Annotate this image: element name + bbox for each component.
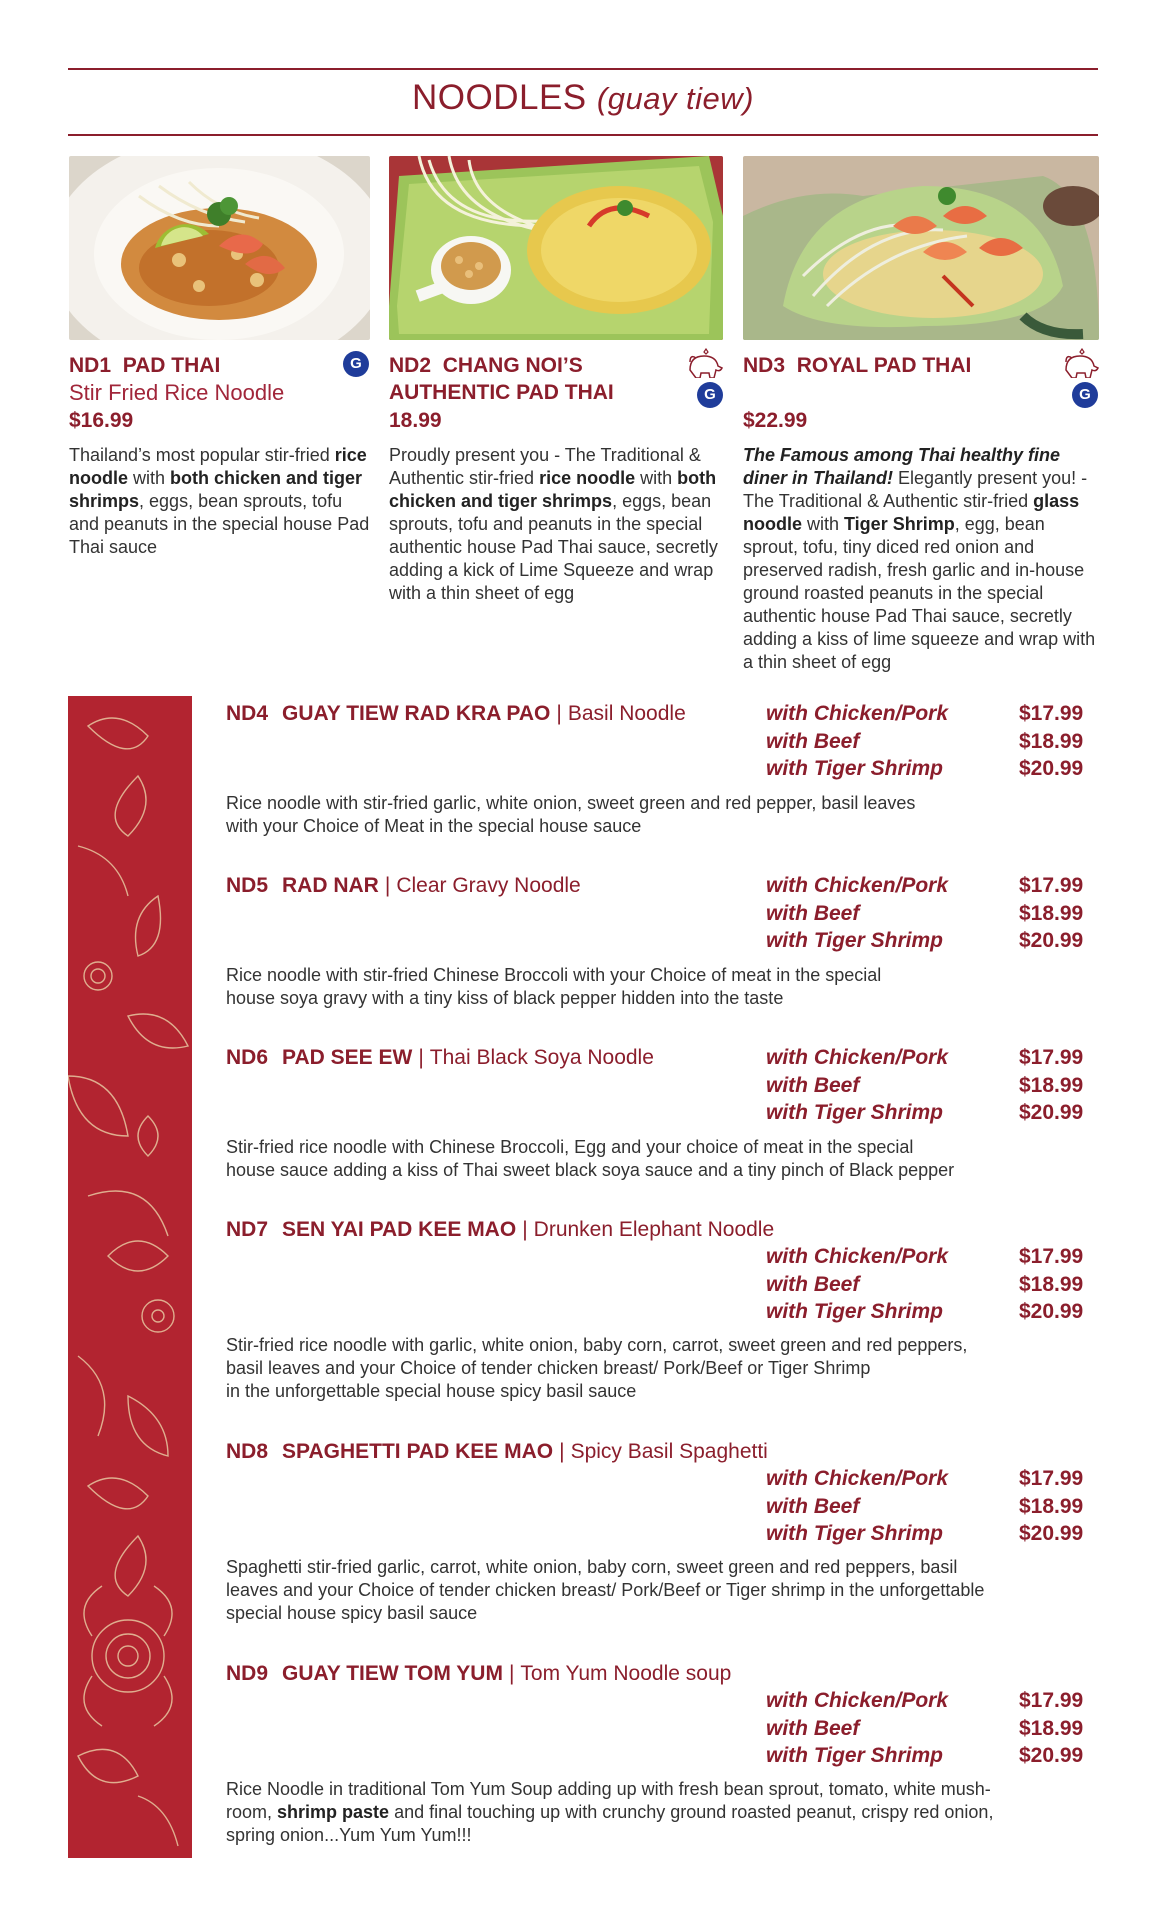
option-label: with Chicken/Pork (766, 874, 949, 897)
item-price: $16.99 (69, 409, 134, 432)
option-label: with Beef (766, 1272, 860, 1296)
desc-text: , eggs, bean sprouts, tofu and peanuts in the special house Pad Thai sauce (69, 491, 370, 557)
item-description (389, 444, 724, 605)
option-label: with Tiger Shrimp (766, 757, 943, 780)
desc-text: with (128, 468, 171, 488)
option-label: with Beef (766, 729, 860, 753)
royal-pad-thai-photo (743, 156, 1099, 340)
menu-item-nd9 (226, 1660, 1106, 1847)
desc-line: leaves and your Choice of tender chicken breast/ Pork/Beef or Tiger shrimp in the unforgettable (226, 1580, 985, 1600)
top-rule (68, 68, 1098, 70)
desc-text: Elegantly present you! - The Traditional & Authentic stir-fried (743, 468, 1088, 511)
item-title (226, 1216, 1106, 1244)
item-code: ND9 (226, 1662, 269, 1685)
price-option (766, 755, 1106, 783)
price-option (766, 1520, 1106, 1548)
option-label: with Tiger Shrimp (766, 1300, 943, 1323)
item-code: ND1 (69, 354, 112, 377)
pad-thai-photo (69, 156, 370, 340)
price-options (766, 1687, 1106, 1770)
item-description (226, 964, 1106, 1010)
item-name: GUAY TIEW TOM YUM (282, 1662, 503, 1685)
item-description (743, 444, 1101, 674)
desc-bold: Tiger Shrimp (844, 514, 955, 534)
item-code: ND8 (226, 1440, 269, 1463)
option-price: $18.99 (1019, 1272, 1084, 1296)
item-name: SEN YAI PAD KEE MAO (282, 1218, 517, 1241)
item-name: CHANG NOI’S (442, 354, 583, 377)
section-title-main: NOODLES (412, 78, 587, 117)
option-label: with Beef (766, 1494, 860, 1518)
desc-line: basil leaves and your Choice of tender chicken breast/ Pork/Beef or Tiger Shrimp (226, 1358, 871, 1378)
item-separator: | (556, 702, 562, 725)
item-name-line2: AUTHENTIC PAD THAI (389, 381, 614, 404)
section-title (0, 78, 1166, 118)
desc-bold: rice noodle (69, 445, 367, 488)
desc-line: in the unforgettable special house spicy basil sauce (226, 1381, 637, 1401)
option-label: with Tiger Shrimp (766, 1101, 943, 1124)
item-title (226, 1660, 1106, 1688)
price-option (766, 1687, 1106, 1715)
item-price: 18.99 (389, 409, 442, 432)
desc-intro: The Famous among Thai healthy fine diner in Thailand! (743, 445, 1061, 488)
item-title (69, 352, 374, 379)
item-code: ND6 (226, 1046, 269, 1069)
price-option (766, 1298, 1106, 1326)
price-option (766, 1715, 1106, 1743)
section-title-sub: (guay tiew) (596, 81, 754, 116)
item-code: ND2 (389, 354, 432, 377)
item-separator: | (559, 1440, 565, 1463)
option-price: $20.99 (1019, 757, 1084, 780)
item-name: PAD SEE EW (282, 1046, 413, 1069)
bottom-rule (68, 134, 1098, 136)
desc-line: Stir-fried rice noodle with garlic, white onion, baby corn, carrot, sweet green and red peppers, (226, 1335, 968, 1355)
item-english-name: Basil Noodle (567, 702, 686, 725)
price-option (766, 1742, 1106, 1770)
desc-line: special house spicy basil sauce (226, 1603, 478, 1623)
option-price: $18.99 (1019, 901, 1084, 925)
option-price: $17.99 (1019, 1467, 1084, 1490)
desc-line: Rice Noodle in traditional Tom Yum Soup adding up with fresh bean sprout, tomato, white mush- (226, 1779, 991, 1799)
option-label: with Tiger Shrimp (766, 1522, 943, 1545)
option-label: with Beef (766, 1073, 860, 1097)
option-price: $17.99 (1019, 702, 1084, 725)
price-options (766, 872, 1106, 955)
menu-item-nd4 (226, 700, 1106, 838)
desc-line: Rice noodle with stir-fried garlic, white onion, sweet green and red pepper, basil leaves (226, 793, 916, 813)
desc-line: Stir-fried rice noodle with Chinese Broccoli, Egg and your choice of meat in the special (226, 1137, 914, 1157)
option-price: $20.99 (1019, 1744, 1084, 1767)
item-separator: | (508, 1662, 515, 1685)
price-option (766, 927, 1106, 955)
item-price: $22.99 (743, 409, 808, 432)
price-options (766, 1465, 1106, 1548)
option-label: with Chicken/Pork (766, 1467, 949, 1490)
desc-text: , egg, bean sprout, tofu, tiny diced red onion and preserved radish, fresh garlic and in-house ground roasted peanuts in the special authentic house Pad Thai sauce, secretly adding a kiss of lime squeeze and wrap with a thin sheet of egg (743, 514, 1096, 672)
item-name: RAD NAR (282, 874, 379, 897)
option-price: $18.99 (1019, 1716, 1084, 1740)
desc-text: Proudly present you - The Traditional & Authentic stir-fried (389, 445, 701, 488)
option-price: $17.99 (1019, 1245, 1084, 1268)
item-title (389, 352, 724, 406)
price-option (766, 872, 1106, 900)
item-code: ND3 (743, 354, 786, 377)
elephant-icon (686, 348, 724, 378)
item-code: ND5 (226, 874, 269, 897)
desc-line: with your Choice of Meat in the special house sauce (226, 816, 642, 836)
item-name: GUAY TIEW RAD KRA PAO (282, 702, 551, 725)
item-title (226, 1438, 1106, 1466)
item-code: ND7 (226, 1218, 269, 1241)
price-option (766, 900, 1106, 928)
option-price: $18.99 (1019, 729, 1084, 753)
item-name: ROYAL PAD THAI (796, 354, 972, 377)
item-description (226, 1136, 1106, 1182)
option-label: with Chicken/Pork (766, 702, 949, 725)
desc-line: house sauce adding a kiss of Thai sweet black soya sauce and a tiny pinch of Black pepper (226, 1160, 955, 1180)
featured-item-nd2 (389, 352, 724, 605)
option-price: $18.99 (1019, 1073, 1084, 1097)
price-option (766, 1493, 1106, 1521)
item-separator: | (522, 1218, 528, 1241)
menu-item-nd6 (226, 1044, 1106, 1182)
item-subtitle: Stir Fried Rice Noodle (69, 380, 285, 405)
price-option (766, 1243, 1106, 1271)
desc-line (226, 1801, 1106, 1824)
option-label: with Beef (766, 1716, 860, 1740)
option-label: with Tiger Shrimp (766, 929, 943, 952)
option-price: $18.99 (1019, 1494, 1084, 1518)
desc-line: spring onion...Yum Yum Yum!!! (226, 1825, 472, 1845)
option-price: $20.99 (1019, 929, 1084, 952)
desc-text: and final touching up with crunchy ground roasted peanut, crispy red onion, (389, 1802, 994, 1822)
option-price: $20.99 (1019, 1101, 1084, 1124)
floral-panel (68, 696, 192, 1858)
price-option (766, 1072, 1106, 1100)
item-description (226, 1334, 1106, 1403)
desc-text: with (802, 514, 845, 534)
menu-item-nd8 (226, 1438, 1106, 1625)
desc-bold: shrimp paste (277, 1802, 390, 1822)
price-option (766, 1271, 1106, 1299)
item-english-name: Thai Black Soya Noodle (429, 1046, 654, 1069)
menu-item-nd7 (226, 1216, 1106, 1403)
desc-line: Rice noodle with stir-fried Chinese Broccoli with your Choice of meat in the special (226, 965, 882, 985)
item-name: SPAGHETTI PAD KEE MAO (282, 1440, 554, 1463)
price-option (766, 728, 1106, 756)
item-description (69, 444, 374, 559)
item-description (226, 1556, 1106, 1625)
item-description (226, 792, 1106, 838)
featured-item-nd3 (743, 352, 1101, 674)
desc-line: Spaghetti stir-fried garlic, carrot, white onion, baby corn, sweet green and red peppers, basil (226, 1557, 958, 1577)
option-label: with Chicken/Pork (766, 1245, 949, 1268)
option-price: $20.99 (1019, 1300, 1084, 1323)
price-option (766, 700, 1106, 728)
desc-line: house soya gravy with a tiny kiss of black pepper hidden into the taste (226, 988, 784, 1008)
option-price: $20.99 (1019, 1522, 1084, 1545)
price-option (766, 1099, 1106, 1127)
elephant-icon (1062, 348, 1100, 378)
item-english-name: Spicy Basil Spaghetti (570, 1440, 768, 1463)
price-option (766, 1044, 1106, 1072)
item-english-name: Clear Gravy Noodle (396, 874, 581, 897)
gluten-free-badge-icon: G (1072, 382, 1098, 408)
option-label: with Beef (766, 901, 860, 925)
price-option (766, 1465, 1106, 1493)
item-code: ND4 (226, 702, 269, 725)
price-options (766, 1243, 1106, 1326)
featured-item-nd1 (69, 352, 374, 559)
desc-bold: glass noodle (743, 491, 1080, 534)
desc-bold: both chicken and tiger shrimps (69, 468, 363, 511)
gluten-free-badge-icon: G (697, 382, 723, 408)
item-description (226, 1778, 1106, 1847)
item-english-name: Tom Yum Noodle soup (520, 1662, 732, 1685)
price-options (766, 700, 1106, 783)
desc-bold: both chicken and tiger shrimps (389, 468, 717, 511)
option-price: $17.99 (1019, 1689, 1084, 1712)
desc-text: room, (226, 1802, 278, 1822)
item-separator: | (418, 1046, 424, 1069)
gluten-free-badge-icon: G (343, 351, 369, 377)
egg-wrapped-pad-thai-photo (389, 156, 723, 340)
item-english-name: Drunken Elephant Noodle (533, 1218, 775, 1241)
desc-text: with (635, 468, 678, 488)
option-label: with Chicken/Pork (766, 1046, 949, 1069)
desc-text: , eggs, bean sprouts, tofu and peanuts in the special authentic house Pad Thai sauce, secretly adding a kick of Lime Squeeze and wrap with a thin sheet of egg (389, 491, 718, 603)
option-label: with Chicken/Pork (766, 1689, 949, 1712)
menu-item-nd5 (226, 872, 1106, 1010)
price-options (766, 1044, 1106, 1127)
option-price: $17.99 (1019, 1046, 1084, 1069)
item-title (743, 352, 1101, 379)
option-price: $17.99 (1019, 874, 1084, 897)
desc-bold: rice noodle (539, 468, 636, 488)
item-name: PAD THAI (122, 354, 221, 377)
item-separator: | (384, 874, 391, 897)
option-label: with Tiger Shrimp (766, 1744, 943, 1767)
desc-text: Thailand’s most popular stir-fried (69, 445, 335, 465)
